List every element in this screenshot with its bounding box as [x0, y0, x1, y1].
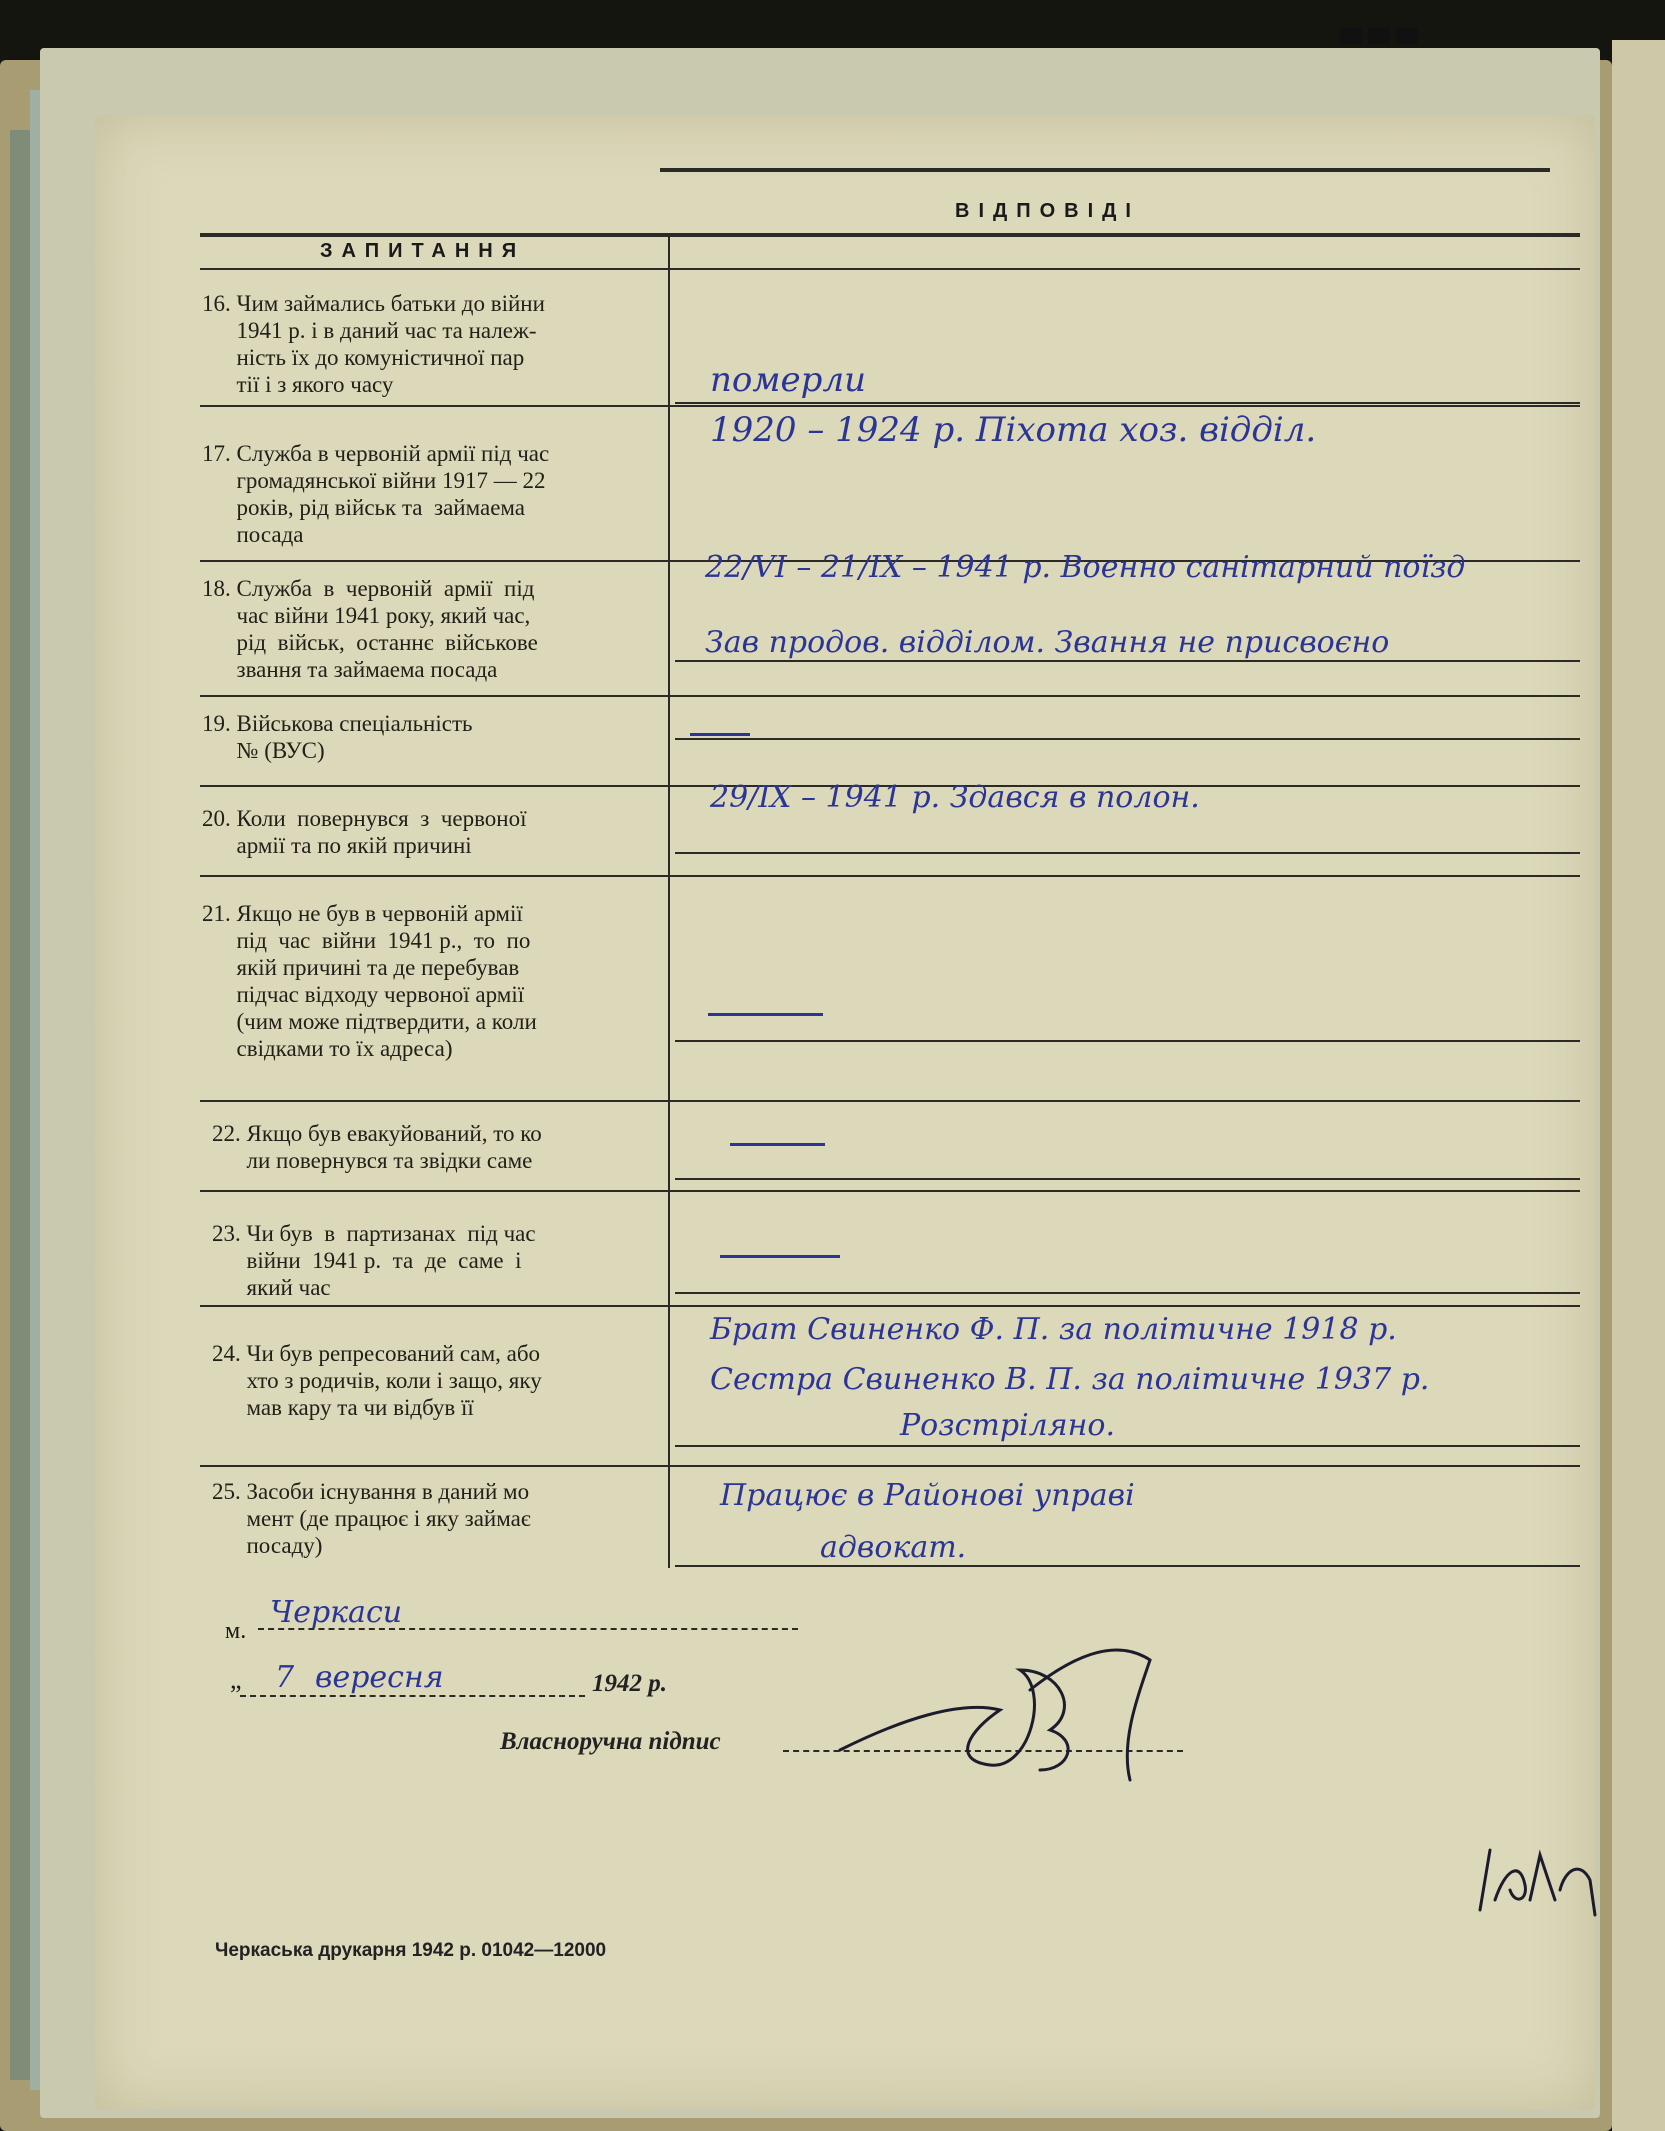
question-19: 19. Військова спеціальність № (ВУС): [202, 711, 473, 763]
question-24: 24. Чи був репресований сам, або хто з родичів, коли і защо, яку мав кару та чи відбув її: [212, 1341, 542, 1420]
answer-rule-16: [675, 402, 1580, 404]
row-separator-22: [200, 1190, 1580, 1192]
answer-25-line1: Працює в Районові управі: [720, 1478, 1135, 1513]
answer-rule-18: [675, 660, 1580, 662]
answer-16: померли: [710, 360, 866, 400]
answer-rule-22: [675, 1178, 1580, 1180]
adjacent-page-edge: [1612, 40, 1665, 2131]
answer-rule-19: [675, 738, 1580, 740]
date-day: 7: [275, 1660, 295, 1695]
handwritten-signature: [820, 1630, 1240, 1790]
row-separator-21: [200, 1100, 1580, 1102]
question-17: 17. Служба в червоній армії під час громадянської війни 1917 — 22 років, рід військ та займаема посада: [202, 441, 550, 547]
answer-18-line1: 22/VI – 21/IX – 1941 р. Военно санітарний поїзд: [705, 550, 1466, 585]
answer-24-line3: Розстріляно.: [900, 1408, 1115, 1443]
question-16: 16. Чим займались батьки до війни 1941 р. і в даний час та належ- ність їх до комуністичної пар тії і з якого часу: [202, 291, 545, 397]
city-prefix: м.: [225, 1618, 247, 1644]
row-separator-18: [200, 695, 1580, 697]
answer-rule-25: [675, 1565, 1580, 1567]
city-value: Черкаси: [270, 1595, 403, 1630]
date-quote: „: [230, 1665, 242, 1694]
answer-22-dash: [730, 1143, 825, 1146]
signature-label: Власноручна підпис: [500, 1728, 721, 1755]
date-month: вересня: [315, 1660, 444, 1695]
row-separator-20: [200, 875, 1580, 877]
question-23: 23. Чи був в партизанах під час війни 1941 р. та де саме і який час: [212, 1221, 536, 1300]
answer-rule-20: [675, 852, 1580, 854]
top-marks: [1340, 28, 1424, 49]
answer-rule-23: [675, 1292, 1580, 1294]
date-line: [240, 1695, 585, 1698]
row-separator-16: [200, 405, 1580, 407]
answer-21-dash: [708, 1013, 823, 1016]
answers-header: ВІДПОВІДІ: [955, 200, 1140, 222]
header-bottom-rule: [200, 268, 1580, 270]
answer-rule-24: [675, 1445, 1580, 1447]
answer-rule-21: [675, 1040, 1580, 1042]
question-25: 25. Засоби існування в даний мо мент (де працює і яку займає посаду): [212, 1479, 531, 1558]
answer-19-dash: [690, 733, 750, 736]
question-20: 20. Коли повернувся з червоної армії та по якій причині: [202, 806, 527, 858]
header-top-rule: [660, 168, 1550, 172]
question-18: 18. Служба в червоній армії під час війни 1941 року, який час, рід військ, останнє військове звання та займаема посада: [202, 576, 538, 682]
question-21: 21. Якщо не був в червоній армії під час війни 1941 р., то по якій причині та де перебував підчас відходу червоної армії (чим може підтвердити, а коли свідками то їх адреса): [202, 901, 537, 1061]
answer-25-line2: адвокат.: [820, 1530, 967, 1565]
answer-20: 29/IX – 1941 р. Здався в полон.: [710, 780, 1200, 815]
printer-imprint: Черкаська друкарня 1942 р. 01042—12000: [215, 1940, 607, 1961]
row-separator-24: [200, 1465, 1580, 1467]
initials-mark: [1470, 1830, 1610, 1930]
header-mid-rule: [200, 233, 1580, 237]
city-line: [258, 1628, 798, 1631]
answer-17: 1920 – 1924 р. Піхота хоз. відділ.: [710, 410, 1317, 450]
row-separator-23: [200, 1305, 1580, 1307]
column-divider: [668, 233, 670, 1568]
answer-18-line2: Зав продов. відділом. Звання не присвоєно: [705, 625, 1390, 660]
question-22: 22. Якщо був евакуйований, то ко ли повернувся та звідки саме: [212, 1121, 542, 1173]
answer-24-line2: Сестра Свиненко В. П. за політичне 1937 р.: [710, 1362, 1430, 1397]
answer-23-dash: [720, 1255, 840, 1258]
questions-header: ЗАПИТАННЯ: [320, 240, 526, 262]
date-year: 1942 р.: [592, 1670, 667, 1697]
answer-24-line1: Брат Свиненко Ф. П. за політичне 1918 р.: [710, 1312, 1397, 1347]
